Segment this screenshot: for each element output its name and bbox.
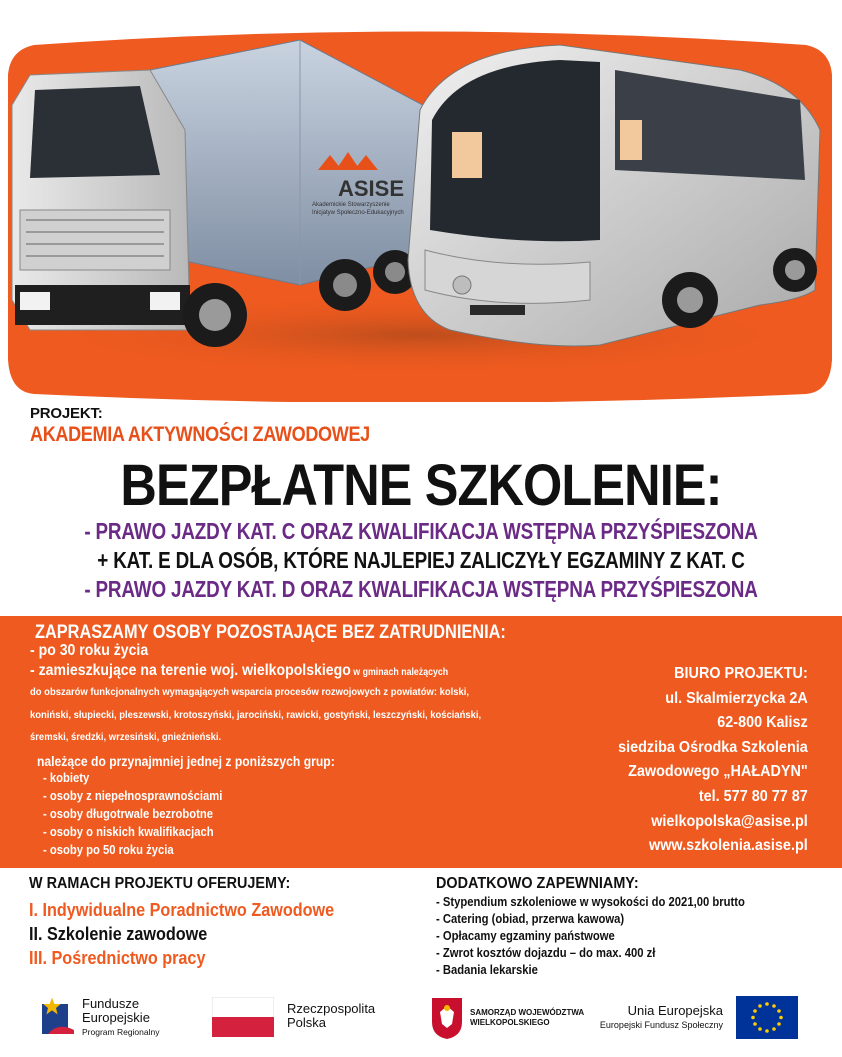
group-item: - kobiety [43, 771, 90, 785]
fundusze-europejskie-icon [40, 996, 76, 1038]
invite-title: ZAPRASZAMY OSOBY POZOSTAJĄCE BEZ ZATRUDNIENIA: [35, 622, 506, 643]
group-item: - osoby po 50 roku życia [43, 843, 174, 857]
course-category-c: - PRAWO JAZDY KAT. C ORAZ KWALIFIKACJA WSTĘPNA PRZYŚPIESZONA [84, 518, 758, 544]
course-category-e: + KAT. E DLA OSÓB, KTÓRE NAJLEPIEJ ZALICZYŁY EGZAMINY Z KAT. C [97, 547, 745, 573]
region-small-text: w gminach należących [350, 667, 449, 678]
group-item: - osoby o niskich kwalifikacjach [43, 825, 214, 839]
unia-europejska-text: Unia Europejska Europejski Fundusz Społeczny [599, 1003, 723, 1030]
offer-item: III. Pośrednictwo pracy [29, 948, 206, 968]
age-requirement: - po 30 roku życia [30, 642, 149, 659]
asise-logo-line2: Inicjatyw Społeczno-Edukacyjnych [312, 210, 404, 216]
funding-logos [0, 988, 842, 1057]
polish-flag-icon [212, 997, 274, 1037]
hero-illustration [0, 0, 842, 402]
office-seat-line-2: Zawodowego „HAŁADYN" [628, 763, 808, 781]
project-office [618, 662, 808, 859]
offer-item: I. Indywidualne Poradnictwo Zawodowe [29, 900, 335, 920]
groups-intro: należące do przynajmniej jednej z poniższych grup: [37, 754, 335, 769]
extra-title: DODATKOWO ZAPEWNIAMY: [436, 875, 639, 892]
extra-item: - Stypendium szkoleniowe w wysokości do 2021,00 brutto [436, 895, 745, 909]
office-seat-line-1: siedziba Ośrodka Szkolenia [618, 738, 808, 756]
districts-line-1: do obszarów funkcjonalnych wymagających wsparcia procesów rozwojowych z powiatów: kolski, [30, 686, 470, 698]
hero-image [0, 0, 842, 402]
offer-title: W RAMACH PROJEKTU OFERUJEMY: [29, 875, 291, 892]
office-phone: tel. 577 80 77 87 [699, 787, 808, 805]
fundusze-europejskie-text: Fundusze Europejskie Program Regionalny [82, 996, 160, 1037]
bus-graphic [408, 45, 820, 346]
group-item: - osoby długotrwale bezrobotne [43, 807, 214, 821]
extra-item: - Opłacamy egzaminy państwowe [436, 929, 615, 943]
asise-logo-text: ASISE [338, 176, 405, 201]
asise-logo-line1: Akademickie Stowarzyszenie [312, 202, 390, 208]
office-city: 62-800 Kalisz [717, 714, 808, 732]
districts-line-3: śremski, średzki, wrzesiński, gnieźnieński. [30, 731, 222, 743]
main-title: BEZPŁATNE SZKOLENIE: [120, 453, 722, 518]
region-text: - zamieszkujące na terenie woj. wielkopolskiego [30, 662, 351, 679]
office-title: BIURO PROJEKTU: [674, 665, 808, 682]
extra-item: - Badania lekarskie [436, 963, 538, 977]
districts-line-2: koniński, słupiecki, pleszewski, krotoszyński, jarociński, rawicki, gostyński, leszczyński, kościański, [30, 709, 482, 721]
rzeczpospolita-polska-text: Rzeczpospolita Polska [287, 1001, 376, 1030]
eu-flag-icon [736, 996, 798, 1039]
extra-item: - Catering (obiad, przerwa kawowa) [436, 912, 625, 926]
group-item: - osoby z niepełnosprawnościami [43, 789, 223, 803]
office-website: www.szkolenia.asise.pl [649, 837, 808, 855]
samorzad-wojewodztwa-text: SAMORZĄD WOJEWÓDZTWA WIELKOPOLSKIEGO [470, 1008, 585, 1027]
coat-of-arms-icon [430, 996, 464, 1040]
project-label: PROJEKT: [30, 405, 103, 422]
project-name: AKADEMIA AKTYWNOŚCI ZAWODOWEJ [30, 423, 370, 446]
extra-item: - Zwrot kosztów dojazdu – do max. 400 zł [436, 946, 656, 960]
offer-item: II. Szkolenie zawodowe [29, 924, 208, 944]
office-email: wielkopolska@asise.pl [651, 812, 808, 830]
course-category-d: - PRAWO JAZDY KAT. D ORAZ KWALIFIKACJA WSTĘPNA PRZYŚPIESZONA [84, 576, 758, 602]
region-requirement [30, 662, 448, 680]
office-street: ul. Skalmierzycka 2A [665, 689, 808, 707]
